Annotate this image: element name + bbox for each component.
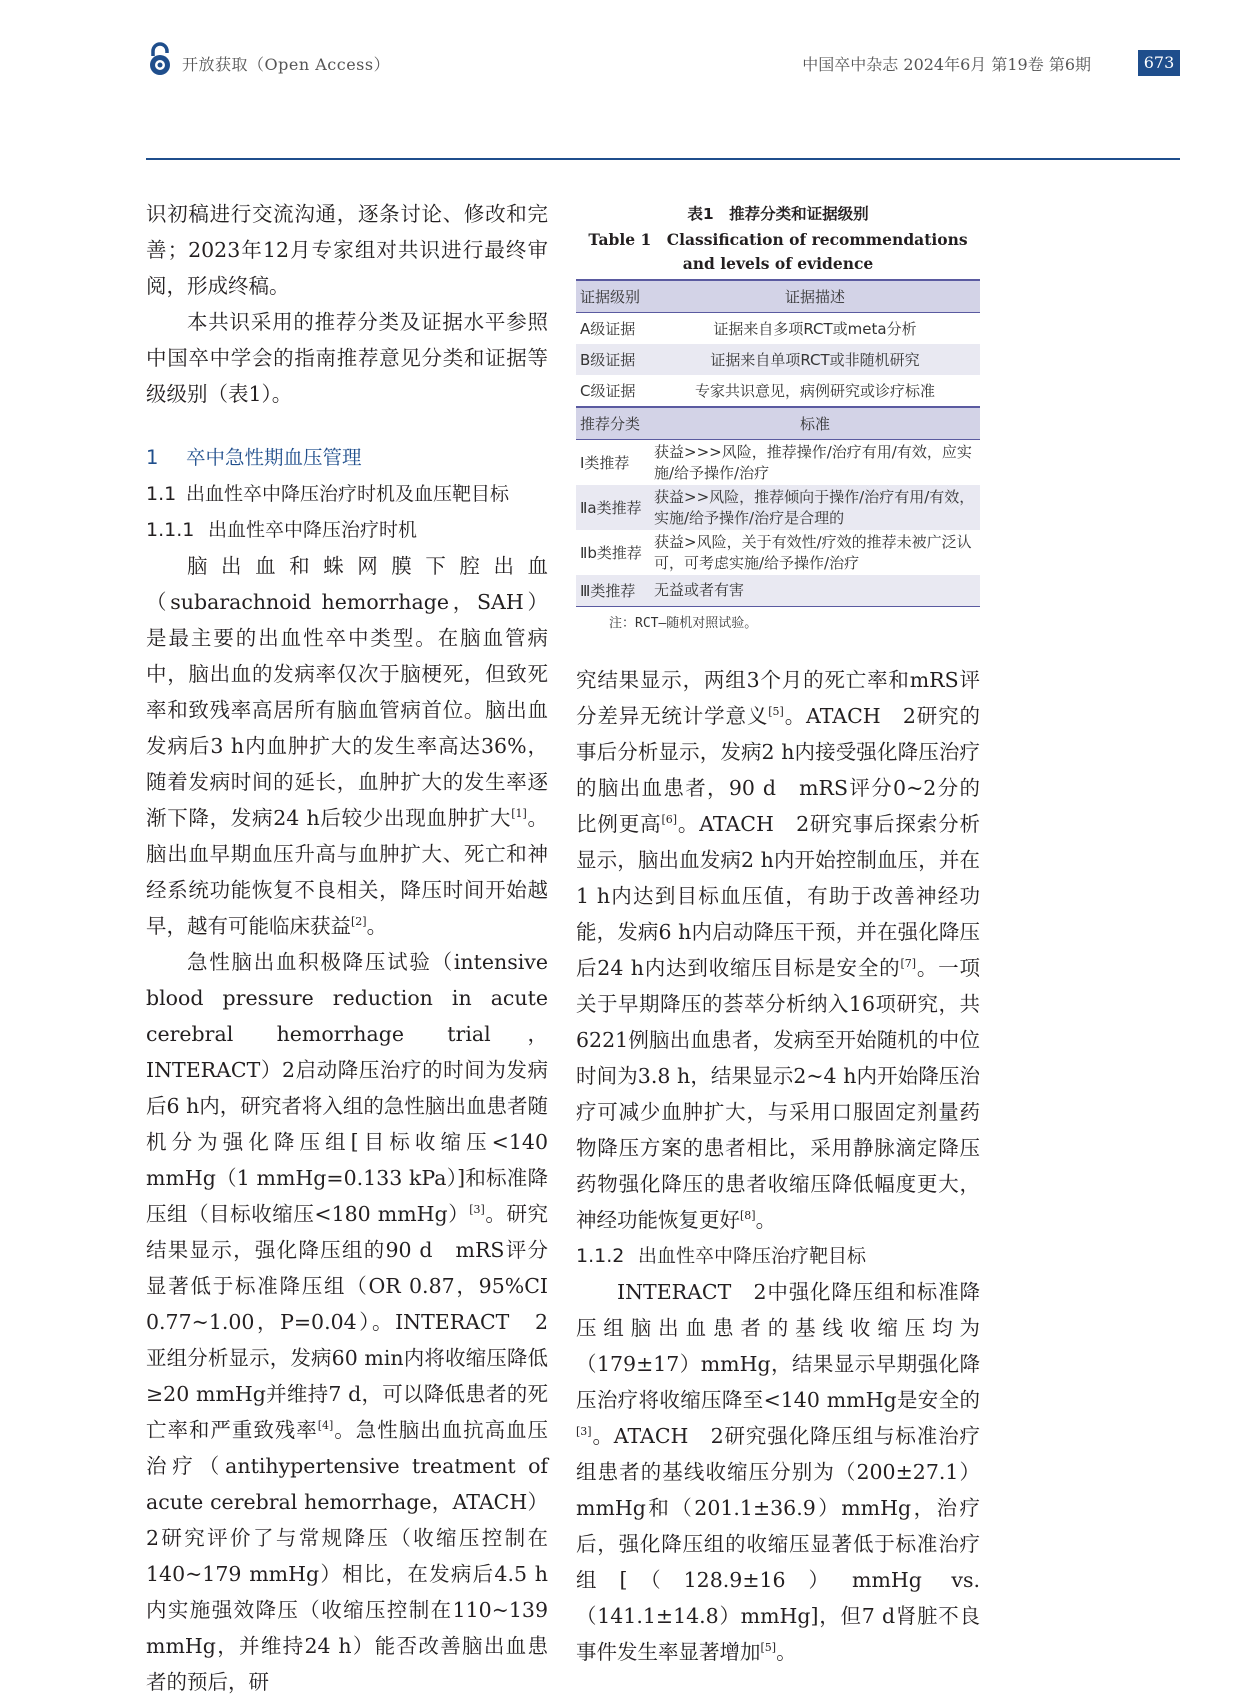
subsubsection-number: 1.1.1 xyxy=(146,519,195,541)
citation[interactable]: [6] xyxy=(661,813,678,827)
page-number: 673 xyxy=(1138,50,1180,76)
subsection-heading xyxy=(146,476,548,512)
citation[interactable]: [1] xyxy=(511,807,527,821)
table-row xyxy=(576,375,980,406)
table-row xyxy=(576,575,980,607)
citation[interactable]: [2] xyxy=(351,915,367,929)
subsubsection-heading xyxy=(146,512,548,548)
table-cell: C级证据 xyxy=(580,382,636,400)
section-number: 1 xyxy=(146,446,159,469)
text: 。一项关于早期降压的荟萃分析纳入16项研究，共6221例脑出血患者，发病至开始随机的中位时间为3.8 h，结果显示2~4 h内开始降压治疗可减少血肿扩大，与采用口服固定剂量药物降压方案的患者相比，采用静脉滴定降压药物强化降压的患者收缩压降低幅度更大，神经功能恢复更好 xyxy=(576,956,980,1232)
text: 。 xyxy=(366,914,388,938)
table-cell: 证据来自单项RCT或非随机研究 xyxy=(710,351,920,369)
table-row xyxy=(576,530,980,575)
table-cell: 获益>风险，关于有效性/疗效的推荐未被广泛认可，可考虑实施/给予操作/治疗 xyxy=(654,532,972,572)
journal-citation: 中国卒中杂志 2024年6月 第19卷 第6期 xyxy=(802,55,1091,74)
table-header-cell: 标准 xyxy=(799,415,830,433)
table-note: 注：RCT—随机对照试验。 xyxy=(609,616,758,631)
table-cell: 无益或者有害 xyxy=(654,581,745,599)
text: 脑出血和蛛网膜下腔出血（subarachnoid hemorrhage，SAH）是最主要的出血性卒中类型。在脑血管病中，脑出血的发病率仅次于脑梗死，但致死率和致残率高居所有脑血管病首位。脑出血发病后3 h内血肿扩大的发生率高达36%，随着发病时间的延长，血肿扩大的发生率逐渐下降，发病24 h后较少出现血肿扩大 xyxy=(146,554,548,830)
right-column xyxy=(576,662,980,1670)
citation[interactable]: [7] xyxy=(900,957,917,971)
paragraph: 本共识采用的推荐分类及证据水平参照中国卒中学会的指南推荐意见分类和证据等级级别（表1）。 xyxy=(146,310,548,406)
table-row xyxy=(576,344,980,375)
section-title: 卒中急性期血压管理 xyxy=(186,446,362,469)
table-cell: Ⅲ类推荐 xyxy=(580,582,636,600)
citation[interactable]: [8] xyxy=(740,1209,756,1223)
text: 。急性脑出血抗高血压治疗（antihypertensive treatment of acute cerebral hemorrhage，ATACH）2研究评价了与常规降压（收缩压控制在140~179 mmHg）相比，在发病后4.5 h内实施强效降压（收缩压控制在110~139 mmHg，并维持24 h）能否改善脑出血患者的预后，研 xyxy=(146,1418,549,1694)
table-cell: 专家共识意见，病例研究或诊疗标准 xyxy=(694,382,935,400)
paragraph: 识初稿进行交流沟通，逐条讨论、修改和完善；2023年12月专家组对共识进行最终审阅，形成终稿。 xyxy=(146,202,548,298)
paragraph xyxy=(146,944,548,1700)
citation[interactable]: [5] xyxy=(760,1641,777,1655)
open-access-label: 开放获取（Open Access） xyxy=(182,55,391,74)
table-header-row xyxy=(576,279,980,313)
text: 。研究结果显示，强化降压组的90 d mRS评分显著低于标准降压组（OR 0.87，95%CI 0.77~1.00，P=0.04）。INTERACT 2亚组分析显示，发病60 min内将收缩压降低≥20 mmHg并维持7 d，可以降低患者的死亡率和严重致残率 xyxy=(146,1202,549,1442)
text: 。ATACH 2研究强化降压组与标准治疗组患者的基线收缩压分别为（200±27.1）mmHg和（201.1±36.9）mmHg，治疗后，强化降压组的收缩压显著低于标准治疗组[（128.9±16）mmHg vs.（141.1±14.8）mmHg]，但7 d肾脏不良事件发生率显著增加 xyxy=(576,1424,980,1664)
section-heading xyxy=(146,440,548,476)
text: INTERACT 2中强化降压组和标准降压组脑出血患者的基线收缩压均为（179±17）mmHg，结果显示早期强化降压治疗将收缩压降至<140 mmHg是安全的 xyxy=(576,1280,980,1412)
table-title-cn: 表1 推荐分类和证据级别 xyxy=(687,205,869,223)
citation[interactable]: [3] xyxy=(576,1425,592,1439)
table-cell: Ⅱa类推荐 xyxy=(580,499,642,517)
citation[interactable]: [5] xyxy=(768,705,784,719)
table-row xyxy=(576,485,980,530)
left-column xyxy=(146,196,548,1700)
open-access-lock-icon xyxy=(146,42,174,76)
subsubsection-title: 出血性卒中降压治疗靶目标 xyxy=(638,1245,867,1267)
table-cell: Ⅰ类推荐 xyxy=(580,454,630,472)
table-cell: Ⅱb类推荐 xyxy=(580,544,642,562)
subsubsection-number: 1.1.2 xyxy=(576,1245,625,1267)
table-header-row xyxy=(576,406,980,440)
table-row xyxy=(576,440,980,485)
text: 究结果显示，两组3个月的死亡率和mRS评分差异无统计学意义 xyxy=(576,668,980,728)
table-cell: 获益>>风险，推荐倾向于操作/治疗有用/有效，实施/给予操作/治疗是合理的 xyxy=(654,487,975,527)
subsubsection-heading xyxy=(576,1238,980,1274)
text: 。ATACH 2研究的事后分析显示，发病2 h内接受强化降压治疗的脑出血患者，90 d mRS评分0~2分的比例更高 xyxy=(576,704,980,836)
text: 急性脑出血积极降压试验（intensive blood pressure reduction in acute cerebral hemorrhage trial，INTERACT）2启动降压治疗的时间为发病后6 h内，研究者将入组的急性脑出血患者随机分为强化降压组[目标收缩压<140 mmHg（1 mmHg=0.133 kPa）]和标准降压组（目标收缩压<180 mmHg） xyxy=(146,950,548,1226)
text: 。 xyxy=(776,1640,797,1664)
table-title-en: Table 1 Classification of recommendations and levels of evidence xyxy=(588,230,968,273)
table-cell: 获益>>>风险，推荐操作/治疗有用/有效，应实施/给予操作/治疗 xyxy=(654,442,972,482)
table-row xyxy=(576,313,980,344)
paragraph xyxy=(576,1274,980,1670)
table-header-cell: 推荐分类 xyxy=(580,415,641,433)
header-rule xyxy=(146,158,1180,160)
table-header-cell: 证据描述 xyxy=(784,288,845,306)
text: 。ATACH 2研究事后探索分析显示，脑出血发病2 h内开始控制血压，并在1 h内达到目标血压值，有助于改善神经功能，发病6 h内启动降压干预，并在强化降压后24 h内达到收缩压目标是安全的 xyxy=(576,812,980,980)
subsection-title: 出血性卒中降压治疗时机及血压靶目标 xyxy=(186,483,510,505)
citation[interactable]: [4] xyxy=(317,1419,334,1433)
citation[interactable]: [3] xyxy=(469,1203,485,1217)
subsection-number: 1.1 xyxy=(146,483,177,505)
text: 。 xyxy=(755,1208,777,1232)
table-cell: 证据来自多项RCT或meta分析 xyxy=(713,320,917,338)
table-cell: A级证据 xyxy=(580,320,636,338)
paragraph xyxy=(576,662,980,1238)
paragraph xyxy=(146,548,548,944)
table-header-cell: 证据级别 xyxy=(580,288,641,306)
table-cell: B级证据 xyxy=(580,351,636,369)
subsubsection-title: 出血性卒中降压治疗时机 xyxy=(208,519,418,541)
text: 。脑出血早期血压升高与血肿扩大、死亡和神经系统功能恢复不良相关，降压时间开始越早，越有可能临床获益 xyxy=(146,806,548,938)
recommendation-table xyxy=(576,279,980,607)
